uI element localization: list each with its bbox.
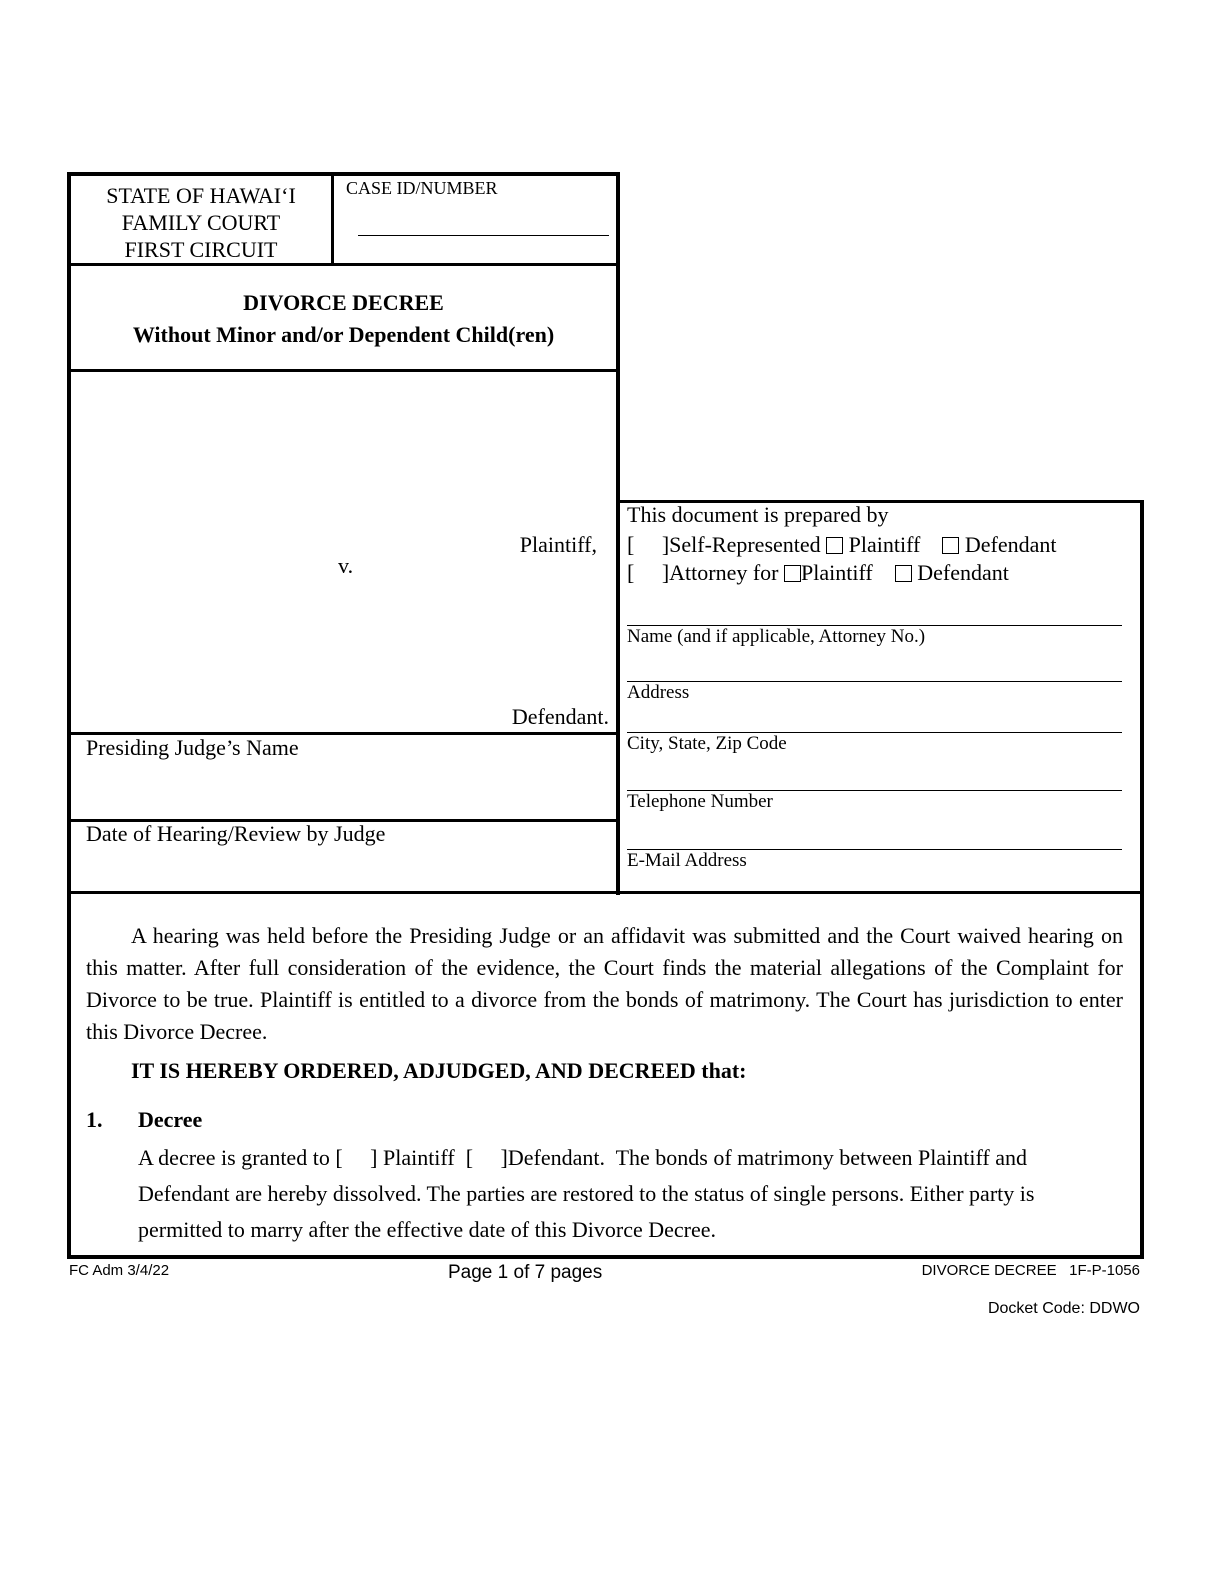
decree-line-2: Defendant are hereby dissolved. The parties are restored to the status of single persons. Either party is [138, 1181, 1035, 1206]
intro-paragraph: A hearing was held before the Presiding Judge or an affidavit was submitted and the Court waived hearing on this matter. After full consideration of the evidence, the Court finds the material allegations of the Complaint for Divorce to be true. Plaintiff is entitled to a divorce from the bonds of matrimony. The Court has jurisdiction to enter this Divorce Decree. [86, 923, 1123, 1044]
decree-defendant-bracket[interactable]: [ ] [460, 1145, 508, 1170]
form-identifier [880, 1262, 1140, 1279]
court-name [71, 182, 331, 263]
decree-defendant-label: Defendant. [507, 1145, 605, 1170]
form-date: FC Adm 3/4/22 [69, 1262, 170, 1279]
case-id-label: CASE ID/NUMBER [346, 178, 498, 198]
section-title: Decree [138, 1107, 203, 1132]
email-field-label: E-Mail Address [627, 850, 747, 871]
court-line-family: FAMILY COURT [121, 210, 281, 235]
caption-bottom-border [67, 891, 1144, 894]
attorney-plaintiff-checkbox[interactable] [784, 565, 801, 582]
attorney-bracket[interactable]: [ ] [627, 560, 670, 585]
self-represented-bracket[interactable]: [ ] [627, 532, 670, 557]
preparer-intro: This document is prepared by [627, 502, 889, 527]
name-field-label: Name (and if applicable, Attorney No.) [627, 626, 926, 647]
page-number: Page 1 of 7 pages [448, 1262, 603, 1283]
decree-plaintiff-bracket[interactable]: [ ] [335, 1145, 378, 1170]
plaintiff-label: Plaintiff, [519, 532, 597, 557]
court-line-state: STATE OF HAWAI‘I [106, 183, 296, 208]
docket-code: Docket Code: DDWO [987, 1300, 1140, 1317]
body-left-border [67, 891, 71, 1259]
attorney-defendant-label: Defendant [917, 560, 1009, 585]
attorney-plaintiff-label: Plaintiff [801, 560, 873, 585]
address-field[interactable] [627, 681, 1122, 682]
decree-line-3: permitted to marry after the effective date of this Divorce Decree. [138, 1217, 717, 1242]
defendant-label: Defendant. [511, 704, 609, 729]
section-number: 1. [86, 1107, 103, 1132]
self-represented-row [627, 532, 1057, 558]
self-plaintiff-checkbox[interactable] [826, 537, 843, 554]
form-name: DIVORCE DECREE [921, 1262, 1057, 1279]
caption-middle-border [616, 172, 620, 895]
telephone-field-label: Telephone Number [627, 791, 773, 812]
title-bottom-border [67, 369, 620, 372]
court-bottom-border [67, 263, 620, 266]
hearing-date-label: Date of Hearing/Review by Judge [86, 821, 386, 846]
self-plaintiff-label: Plaintiff [848, 532, 921, 557]
attorney-defendant-checkbox[interactable] [895, 565, 912, 582]
self-defendant-checkbox[interactable] [942, 537, 959, 554]
decree-prefix: A decree is granted to [138, 1145, 330, 1170]
attorney-for-label: Attorney for [669, 560, 779, 585]
attorney-row [627, 560, 1009, 586]
city-state-zip-label: City, State, Zip Code [627, 733, 787, 754]
decree-rest: The bonds of matrimony between Plaintiff and [615, 1145, 1027, 1170]
presiding-judge-label: Presiding Judge’s Name [86, 735, 299, 760]
decree-line-1 [138, 1145, 1027, 1171]
order-heading: IT IS HEREBY ORDERED, ADJUDGED, AND DECREED that: [131, 1058, 747, 1083]
caption-top-border [67, 172, 620, 176]
court-line-circuit: FIRST CIRCUIT [124, 237, 278, 262]
self-represented-label: Self-Represented [669, 532, 821, 557]
versus-label: v. [338, 553, 354, 578]
caption-left-border [67, 172, 71, 895]
court-case-divider [331, 172, 334, 266]
address-field-label: Address [627, 682, 690, 703]
preparer-right-border [1140, 500, 1144, 1259]
document-title: DIVORCE DECREE [243, 290, 444, 315]
case-id-field[interactable] [358, 235, 609, 236]
self-defendant-label: Defendant [964, 532, 1057, 557]
document-subtitle: Without Minor and/or Dependent Child(ren) [132, 322, 555, 347]
body-bottom-border [67, 1255, 1144, 1259]
form-number: 1F-P-1056 [1069, 1262, 1140, 1279]
decree-plaintiff-label: Plaintiff [382, 1145, 455, 1170]
